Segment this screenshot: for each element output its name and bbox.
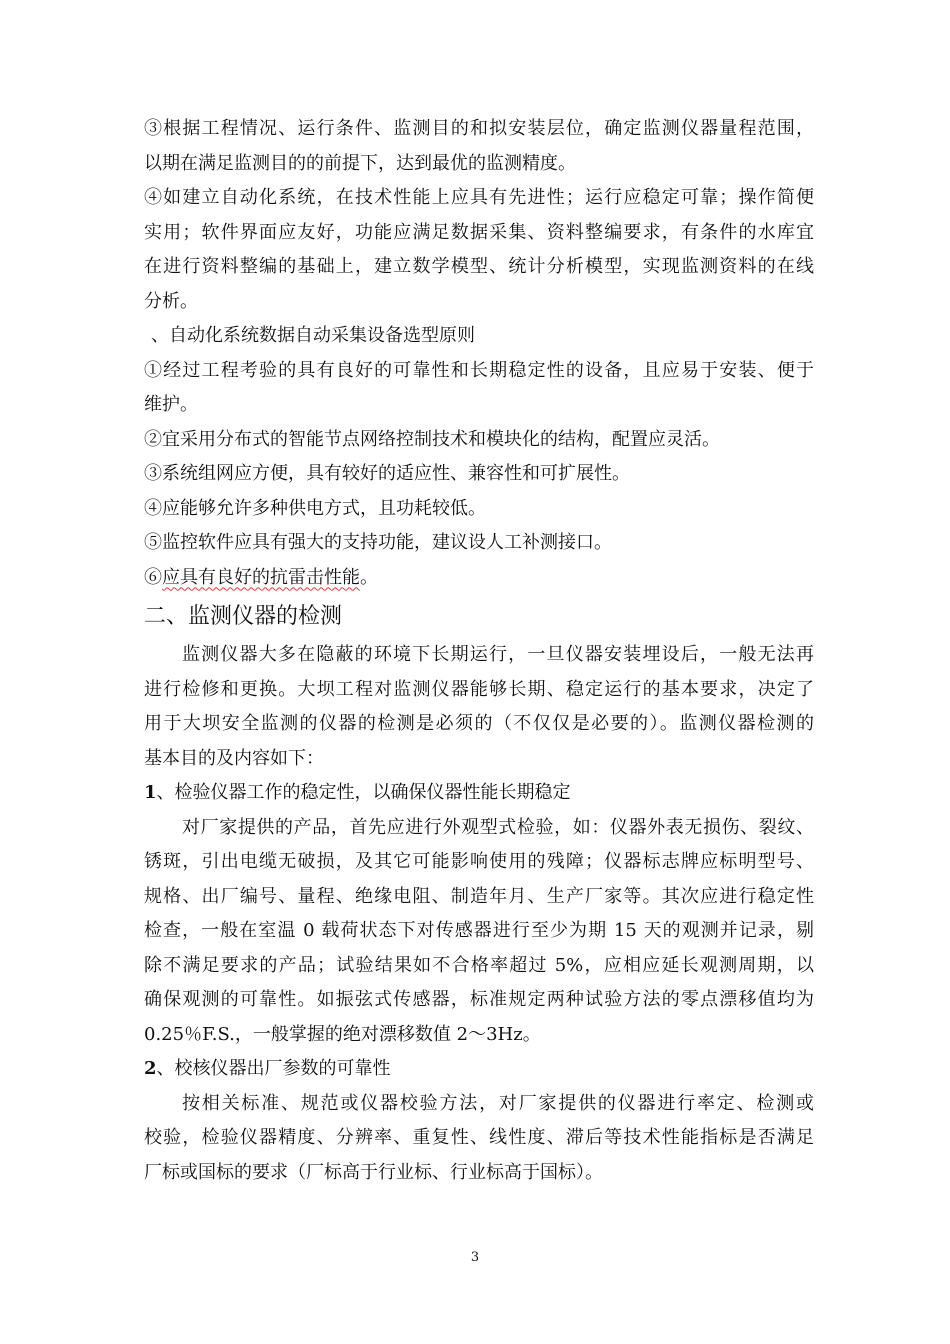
text-line: 用于大坝安全监测的仪器的检测是必须的（不仅仅是必要的）。监测仪器检测的 bbox=[144, 713, 814, 734]
text-line: 分析。 bbox=[144, 290, 198, 312]
list-item bbox=[144, 561, 814, 596]
text-line: 维护。 bbox=[144, 394, 198, 415]
text-line: 厂标或国标的要求（厂标高于行业标、行业标高于国标）。 bbox=[144, 1161, 603, 1183]
text-line: 实用；软件界面应友好，功能应满足数据采集、资料整编要求，有条件的水库宜 bbox=[144, 221, 814, 243]
item-title: 、检验仪器工作的稳定性，以确保仪器性能长期稳定 bbox=[156, 782, 571, 803]
text-line: 除不满足要求的产品；试验结果如不合格率超过 5%，应相应延长观测周期，以 bbox=[144, 954, 814, 976]
text-line: 规格、出厂编号、量程、绝缘电阻、制造年月、生产厂家等。其次应进行稳定性 bbox=[144, 885, 814, 907]
text-line: 确保观测的可靠性。如振弦式传感器，标准规定两种试验方法的零点漂移值均为 bbox=[144, 989, 814, 1010]
list-item: ⑤监控软件应具有强大的支持功能，建议设人工补测接口。 bbox=[144, 532, 612, 553]
text-line: 进行检修和更换。大坝工程对监测仪器能够长期、稳定运行的基本要求，决定了 bbox=[144, 678, 814, 700]
text-line: 锈斑，引出电缆无破损，及其它可能影响使用的残障；仪器标志牌应标明型号、 bbox=[144, 851, 814, 872]
text-line: 0.25％F.S.，一般掌握的绝对漂移数值 2～3Hz。 bbox=[144, 1023, 541, 1045]
text-line: 校验，检验仪器精度、分辨率、重复性、线性度、滞后等技术性能指标是否满足 bbox=[144, 1127, 814, 1148]
list-marker: ⑥ bbox=[144, 566, 162, 588]
text-line: 基本目的及内容如下： bbox=[144, 747, 324, 769]
page-number: 3 bbox=[470, 1250, 480, 1265]
text-line: ④如建立自动化系统，在技术性能上应具有先进性；运行应稳定可靠；操作简便 bbox=[144, 187, 814, 208]
text-line: 在进行资料整编的基础上，建立数学模型、统计分析模型，实现监测资料的在线 bbox=[144, 256, 814, 277]
text-line: ①经过工程考验的具有良好的可靠性和长期稳定性的设备，且应易于安装、便于 bbox=[144, 359, 814, 381]
list-item: ③系统组网应方便，具有较好的适应性、兼容性和可扩展性。 bbox=[144, 463, 630, 484]
item-number: 1 bbox=[144, 782, 157, 803]
text-line: ③根据工程情况、运行条件、监测目的和拟安装层位，确定监测仪器量程范围， bbox=[144, 118, 814, 139]
section-heading: 二、监测仪器的检测 bbox=[144, 604, 343, 629]
list-item: ④应能够允许多种供电方式，且功耗较低。 bbox=[144, 497, 486, 519]
item-number: 2 bbox=[144, 1058, 157, 1079]
spellcheck-underlined-text: 应具有良好的抗雷击性能 bbox=[162, 566, 360, 588]
text-line: 对厂家提供的产品，首先应进行外观型式检验，如：仪器外表无损伤、裂纹、 bbox=[182, 816, 814, 838]
list-item-end: 。 bbox=[360, 566, 378, 588]
text-line: 检查，一般在室温 0 载荷状态下对传感器进行至少为期 15 天的观测并记录，剔 bbox=[144, 920, 814, 941]
item-heading bbox=[144, 1052, 814, 1087]
item-title: 、校核仪器出厂参数的可靠性 bbox=[156, 1058, 391, 1079]
subsection-heading: 、自动化系统数据自动采集设备选型原则 bbox=[151, 325, 475, 346]
text-line: 按相关标准、规范或仪器校验方法，对厂家提供的仪器进行率定、检测或 bbox=[182, 1092, 814, 1114]
document-body bbox=[144, 112, 814, 1190]
text-line: 以期在满足监测目的的前提下，达到最优的监测精度。 bbox=[144, 152, 576, 174]
text-line: 监测仪器大多在隐蔽的环境下长期运行，一旦仪器安装埋设后，一般无法再 bbox=[182, 644, 814, 665]
list-item: ②宜采用分布式的智能节点网络控制技术和模块化的结构，配置应灵活。 bbox=[144, 428, 720, 450]
item-heading bbox=[144, 776, 814, 811]
